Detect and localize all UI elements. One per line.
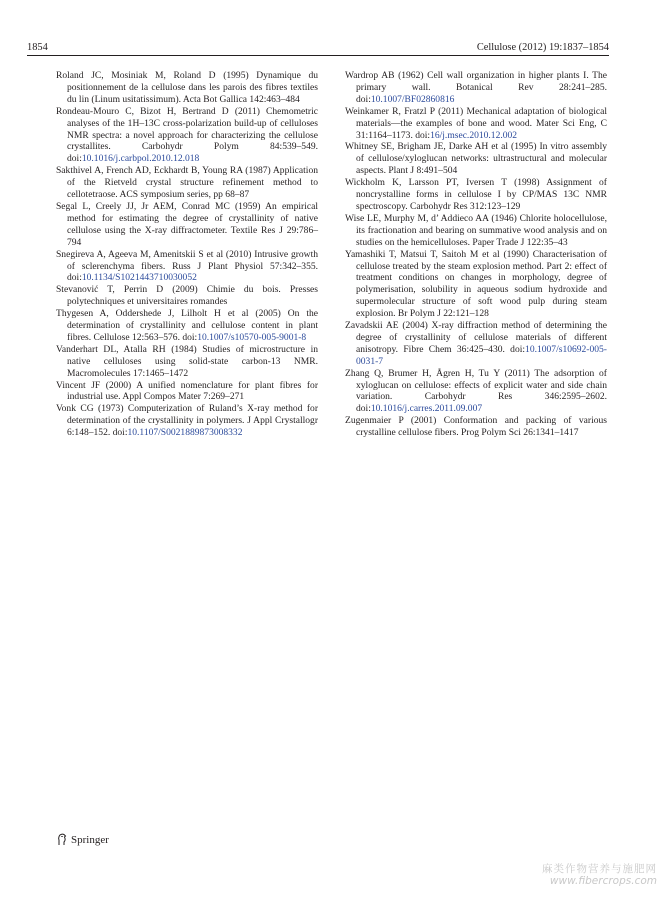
publisher-name: Springer <box>71 833 109 846</box>
doi-link[interactable]: 10.1007/s10692-005-0031-7 <box>356 343 607 367</box>
doi-link[interactable]: 10.1007/BF02860816 <box>370 93 455 105</box>
doi-link[interactable]: 10.1016/j.carbpol.2010.12.018 <box>81 153 200 165</box>
reference-text: Wickholm K, Larsson PT, Iversen T (1998) Assignment of noncrystalline forms in cellulose I by CP/MAS 13C NMR spectroscopy. Carbohydr Res 312:123–129 <box>345 177 607 212</box>
reference-text: Vanderhart DL, Atalla RH (1984) Studies of microstructure in native celluloses using solid-state carbon-13 NMR. Macromolecules 17:1465–1472 <box>56 343 318 379</box>
reference-text: Zavadskii AE (2004) X-ray diffraction method of determining the degree of crystallinity of cellulose materials of different anisotropy. Fibre Chem 36:425–430. doi: <box>345 320 607 355</box>
reference-entry <box>345 141 607 177</box>
reference-entry <box>56 308 318 344</box>
reference-entry <box>345 106 607 142</box>
reference-entry <box>56 344 318 380</box>
reference-entry <box>345 70 607 106</box>
reference-entry <box>56 106 318 166</box>
reference-text: Segal L, Creely JJ, Jr AEM, Conrad MC (1959) An empirical method for estimating the degree of crystallinity of native cellulose using the X-ray diffractometer. Textile Res J 29:786–794 <box>56 200 318 248</box>
reference-entry <box>56 70 318 106</box>
reference-entry <box>56 380 318 404</box>
reference-entry <box>56 249 318 285</box>
reference-entry <box>345 177 607 213</box>
page-header <box>27 39 609 53</box>
reference-text: Rondeau-Mouro C, Bizot H, Bertrand D (2011) Chemometric analyses of the 1H–13C cross-polarization build-up of celluloses NMR spectra: a novel approach for characterizing the cellulose crystallites. Carbohydr Polym 84:539–549. doi: <box>56 105 318 165</box>
reference-text: Stevanović T, Perrin D (2009) Chimie du bois. Presses polytechniques et universitaires romandes <box>56 284 318 308</box>
doi-link[interactable]: 16/j.msec.2010.12.002 <box>430 129 518 141</box>
watermark <box>542 863 657 887</box>
reference-entry <box>345 415 607 439</box>
reference-text: Vonk CG (1973) Computerization of Ruland’s X-ray method for determination of the crystallinity in polymers. J Appl Crystallogr 6:148–152. doi: <box>56 403 318 439</box>
reference-entry <box>56 201 318 249</box>
journal-citation: Cellulose (2012) 19:1837–1854 <box>476 42 609 53</box>
reference-text: Wardrop AB (1962) Cell wall organization in higher plants I. The primary wall. Botanical Rev 28:241–285. doi: <box>345 70 607 105</box>
reference-entry <box>345 213 607 249</box>
reference-text: Whitney SE, Brigham JE, Darke AH et al (1995) In vitro assembly of cellulose/xyloglucan networks: ultrastructural and molecular aspects. Plant J 8:491–504 <box>345 141 607 177</box>
reference-entry <box>345 249 607 320</box>
reference-text: Vincent JF (2000) A unified nomenclature for plant fibres for industrial use. Appl Compos Mater 7:269–271 <box>56 379 318 403</box>
watermark-url: www.fibercrops.com <box>549 875 657 887</box>
reference-list-right <box>345 70 607 439</box>
reference-text: Wise LE, Murphy M, d’ Addieco AA (1946) Chlorite holocellulose, its fractionation and bearing on summative wood analysis and on studies on the hemicelluloses. Paper Trade J 122:35–43 <box>345 212 607 248</box>
watermark-site-name: 麻类作物营养与施肥网 <box>542 863 657 875</box>
doi-link[interactable]: 10.1007/s10570-005-9001-8 <box>197 331 307 343</box>
reference-entry <box>345 368 607 416</box>
reference-text: Zugenmaier P (2001) Conformation and packing of various crystalline cellulose fibers. Prog Polym Sci 26:1341–1417 <box>345 415 607 439</box>
reference-list-left <box>56 70 318 439</box>
doi-link[interactable]: 10.1134/S1021443710030052 <box>81 272 197 284</box>
doi-link[interactable]: 10.1016/j.carres.2011.09.007 <box>370 403 483 415</box>
reference-text: Roland JC, Mosiniak M, Roland D (1995) Dynamique du positionnement de la cellulose dans les parois des fibres textiles du lin (Linum usitatissimum). Acta Bot Gallica 142:463–484 <box>56 70 318 105</box>
reference-entry <box>345 320 607 368</box>
reference-entry <box>56 165 318 201</box>
reference-text: Weinkamer R, Fratzl P (2011) Mechanical adaptation of biological materials—the examples of bone and wood. Mater Sci Eng, C 31:1164–1173. doi: <box>345 105 607 141</box>
reference-entry <box>56 284 318 308</box>
page-footer <box>56 833 109 846</box>
reference-text: Sakthivel A, French AD, Eckhardt B, Young RA (1987) Application of the Rietveld crystal structure refinement method to cellotetraose. ACS symposium series, pp 68–87 <box>56 165 318 201</box>
reference-text: Zhang Q, Brumer H, Ågren H, Tu Y (2011) The adsorption of xyloglucan on cellulose: effects of explicit water and side chain variation. Carbohydr Res 346:2595–2602. doi: <box>345 367 607 415</box>
reference-text: Thygesen A, Oddershede J, Lilholt H et al (2005) On the determination of crystallinity and cellulose content in plant fibres. Cellulose 12:563–576. doi: <box>56 308 318 343</box>
springer-horse-icon <box>56 833 68 846</box>
doi-link[interactable]: 10.1107/S0021889873008332 <box>127 427 243 439</box>
reference-text: Yamashiki T, Matsui T, Saitoh M et al (1990) Characterisation of cellulose treated by the steam explosion method. Part 2: effect of treatment conditions on changes in morphology, degree of polymerisation, solubility in aqueous sodium hydroxide and supermolecular structure of soft wood pulp during steam explosion. Br Polym J 22:121–128 <box>345 248 607 320</box>
reference-text: Snegireva A, Ageeva M, Amenitskii S et al (2010) Intrusive growth of sclerenchyma fibers. Russ J Plant Physiol 57:342–355. doi: <box>56 248 318 284</box>
reference-entry <box>56 403 318 439</box>
header-rule <box>27 55 609 56</box>
page-number: 1854 <box>27 42 48 53</box>
